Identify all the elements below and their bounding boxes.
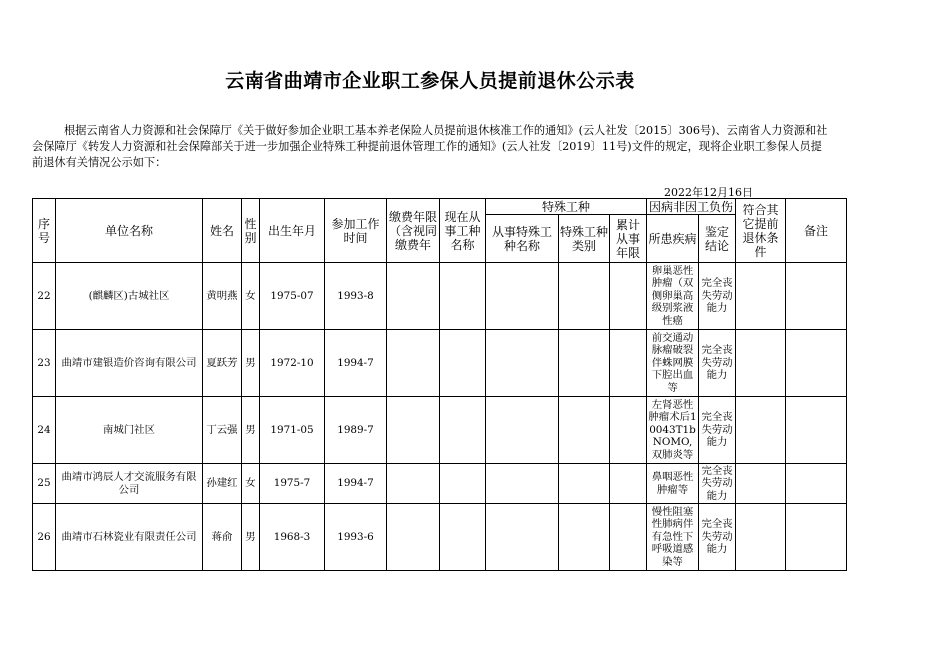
cell-special-name: [486, 263, 559, 330]
cell-special-type: [559, 397, 610, 464]
table-row: [33, 330, 847, 397]
cell-conclusion: 完全丧失劳动能力: [699, 330, 736, 397]
cell-special-type: [559, 263, 610, 330]
cell-conclusion: 完全丧失劳动能力: [699, 504, 736, 571]
cell-conclusion: 完全丧失劳动能力: [699, 464, 736, 504]
header-conclusion: 鉴定结论: [699, 215, 736, 263]
cell-work-start: 1993-8: [325, 263, 387, 330]
page-title: 云南省曲靖市企业职工参保人员提前退休公示表: [225, 70, 635, 92]
cell-current-job: [440, 263, 486, 330]
cell-disease: 慢性阻塞性肺病伴有急性下呼吸道感染等: [647, 504, 699, 571]
cell-name: 黄明燕: [203, 263, 242, 330]
cell-remark: [786, 464, 847, 504]
cell-other: [736, 263, 786, 330]
cell-name: 蒋俞: [203, 504, 242, 571]
cell-special-name: [486, 464, 559, 504]
cell-conclusion: 完全丧失劳动能力: [699, 263, 736, 330]
retirement-table: [32, 198, 847, 571]
cell-current-job: [440, 397, 486, 464]
header-seq: 序号: [33, 199, 56, 263]
cell-name: 孙建红: [203, 464, 242, 504]
cell-disease: 左肾恶性肿瘤术后10043T1bNOMO,双肺炎等: [647, 397, 699, 464]
cell-special-name: [486, 397, 559, 464]
cell-remark: [786, 263, 847, 330]
cell-work-start: 1993-6: [325, 504, 387, 571]
header-work-start: 参加工作时间: [325, 199, 387, 263]
cell-special-type: [559, 504, 610, 571]
table-row: [33, 504, 847, 571]
cell-special-type: [559, 464, 610, 504]
cell-special-years: [610, 464, 647, 504]
cell-remark: [786, 330, 847, 397]
cell-work-start: 1994-7: [325, 464, 387, 504]
cell-pay-years: [387, 397, 440, 464]
header-pay-years: 缴费年限（含视同缴费年: [387, 199, 440, 263]
cell-gender: 男: [242, 397, 260, 464]
cell-unit: 曲靖市建银造价咨询有限公司: [56, 330, 203, 397]
cell-current-job: [440, 330, 486, 397]
cell-remark: [786, 397, 847, 464]
cell-name: 丁云强: [203, 397, 242, 464]
cell-disease: 卵巢恶性肿瘤（双侧卵巢高级别浆液性癌: [647, 263, 699, 330]
cell-work-start: 1989-7: [325, 397, 387, 464]
table-row: [33, 263, 847, 330]
cell-pay-years: [387, 504, 440, 571]
cell-birth: 1972-10: [260, 330, 325, 397]
cell-remark: [786, 504, 847, 571]
cell-conclusion: 完全丧失劳动能力: [699, 397, 736, 464]
cell-other: [736, 504, 786, 571]
header-other: 符合其它提前退休条件: [736, 199, 786, 263]
cell-unit: (麒麟区)古城社区: [56, 263, 203, 330]
cell-birth: 1971-05: [260, 397, 325, 464]
publish-date: 2022年12月16日: [664, 186, 753, 199]
header-gender: 性别: [242, 199, 260, 263]
cell-pay-years: [387, 464, 440, 504]
cell-current-job: [440, 504, 486, 571]
header-special-years: 累计从事年限: [610, 215, 647, 263]
cell-birth: 1975-07: [260, 263, 325, 330]
cell-seq: 26: [33, 504, 56, 571]
cell-special-years: [610, 397, 647, 464]
cell-unit: 南城门社区: [56, 397, 203, 464]
header-birth: 出生年月: [260, 199, 325, 263]
cell-other: [736, 464, 786, 504]
cell-special-years: [610, 263, 647, 330]
cell-other: [736, 397, 786, 464]
cell-birth: 1968-3: [260, 504, 325, 571]
cell-disease: 鼻咽恶性肿瘤等: [647, 464, 699, 504]
table-row: [33, 464, 847, 504]
cell-gender: 女: [242, 263, 260, 330]
cell-gender: 女: [242, 464, 260, 504]
cell-seq: 24: [33, 397, 56, 464]
table-row: [33, 397, 847, 464]
cell-gender: 男: [242, 330, 260, 397]
header-remark: 备注: [786, 199, 847, 263]
cell-seq: 22: [33, 263, 56, 330]
cell-pay-years: [387, 263, 440, 330]
cell-unit: 曲靖市石林瓷业有限责任公司: [56, 504, 203, 571]
cell-seq: 23: [33, 330, 56, 397]
intro-paragraph: 根据云南省人力资源和社会保障厅《关于做好参加企业职工基本养老保险人员提前退休核准工作的通知》(云人社发〔2015〕306号)、云南省人力资源和社会保障厅《转发人力资源和社会保障部关于进一步加强企业特殊工种提前退休管理工作的通知》(云人社发〔2019〕11号)文件的规定，现将企业职工参保人员提前退休有关情况公示如下：: [32, 124, 828, 169]
header-special-name: 从事特殊工种名称: [486, 215, 559, 263]
header-disease: 所患疾病: [647, 215, 699, 263]
cell-special-type: [559, 330, 610, 397]
cell-seq: 25: [33, 464, 56, 504]
cell-disease: 前交通动脉瘤破裂伴蛛网膜下腔出血等: [647, 330, 699, 397]
cell-work-start: 1994-7: [325, 330, 387, 397]
cell-birth: 1975-7: [260, 464, 325, 504]
header-special-type: 特殊工种类别: [559, 215, 610, 263]
cell-current-job: [440, 464, 486, 504]
cell-gender: 男: [242, 504, 260, 571]
header-current-job: 现在从事工种名称: [440, 199, 486, 263]
cell-special-name: [486, 504, 559, 571]
header-name: 姓名: [203, 199, 242, 263]
cell-special-years: [610, 330, 647, 397]
cell-other: [736, 330, 786, 397]
cell-pay-years: [387, 330, 440, 397]
cell-name: 夏跃芳: [203, 330, 242, 397]
header-illness-group: 因病非因工负伤: [647, 199, 736, 215]
cell-unit: 曲靖市鸿辰人才交流服务有限公司: [56, 464, 203, 504]
cell-special-name: [486, 330, 559, 397]
header-special-group: 特殊工种: [486, 199, 647, 215]
header-unit: 单位名称: [56, 199, 203, 263]
cell-special-years: [610, 504, 647, 571]
